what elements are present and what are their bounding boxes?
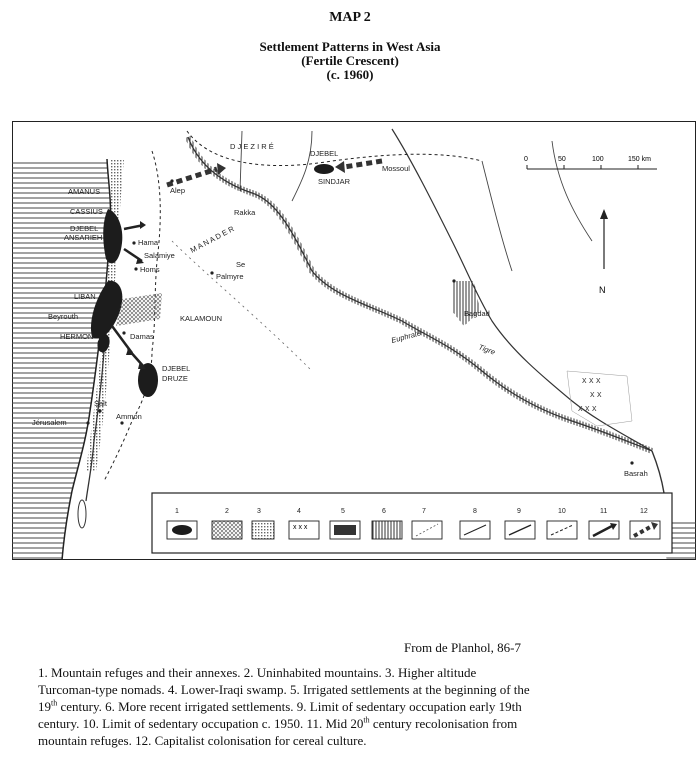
- legend-line-2: Turcoman-type nomads. 4. Lower-Iraqi swamp. 5. Irrigated settlements at the beginning of the: [38, 682, 530, 697]
- label-alep: Alep: [170, 186, 186, 195]
- label-euphrate: Euphrate: [390, 328, 422, 345]
- subtitle-line-3: (c. 1960): [326, 67, 374, 82]
- legend-line-4: [38, 715, 678, 732]
- legend-symbol-irrigated: [334, 525, 356, 535]
- label-salamiye: Salamiye: [144, 251, 175, 260]
- dead-sea: [78, 500, 86, 528]
- label-djebel-druze-2: DRUZE: [162, 374, 188, 383]
- map-frame: [12, 121, 696, 560]
- legend-num-2: 2: [225, 508, 229, 515]
- label-tigre: Tigre: [477, 342, 497, 357]
- label-mossoul: Mossoul: [382, 164, 410, 173]
- label-jerusalem: Jérusalem: [32, 418, 67, 427]
- legend-line-1: 1. Mountain refuges and their annexes. 2. Uninhabited mountains. 3. Higher altitude: [38, 665, 477, 680]
- legend-line-5: mountain refuges. 12. Capitalist colonisation for cereal culture.: [38, 733, 367, 748]
- subtitle-line-1: Settlement Patterns in West Asia: [259, 39, 441, 54]
- legend-num-7: 7: [422, 508, 426, 515]
- label-djebel-sindjar-1: DJEBEL: [310, 149, 339, 158]
- label-manader: M A N A D E R: [188, 224, 236, 255]
- label-ammon: Ammon: [116, 412, 142, 421]
- legend-19-sup: th: [51, 698, 58, 708]
- legend-num-9: 9: [517, 508, 521, 515]
- legend-20-sup: th: [363, 715, 370, 725]
- label-djebel-druze-1: DJEBEL: [162, 364, 191, 373]
- label-djebel-sindjar-2: SINDJAR: [318, 177, 351, 186]
- north-label: N: [599, 285, 606, 295]
- label-liban: LIBAN: [74, 292, 96, 301]
- legend-num-11: 11: [600, 508, 608, 515]
- legend-line-3: [38, 698, 678, 715]
- map-subtitle: [0, 40, 700, 82]
- legend-num-6: 6: [382, 508, 386, 515]
- legend-swatch-3: [252, 521, 274, 539]
- legend-line-4-start: century. 10. Limit of sedentary occupation c. 1950. 11. Mid 20: [38, 716, 364, 731]
- subtitle-line-2: (Fertile Crescent): [301, 53, 399, 68]
- source-note: From de Planhol, 86-7: [404, 640, 521, 655]
- legend-description: [38, 664, 678, 749]
- label-djebel-ansarieh-2: ANSARIEH: [64, 233, 103, 242]
- label-basrah: Basrah: [624, 469, 648, 478]
- scale-0: 0: [524, 156, 528, 163]
- label-damas: Damas: [130, 332, 154, 341]
- djebel-sindjar-refuge: [314, 164, 334, 174]
- legend-num-12: 12: [640, 508, 648, 515]
- label-palmyre: Palmyre: [216, 272, 244, 281]
- legend-swatch-6: [372, 521, 402, 539]
- legend-num-1: 1: [175, 508, 179, 515]
- legend-num-5: 5: [341, 508, 345, 515]
- legend-num-4: 4: [297, 508, 301, 515]
- label-amanus: AMANUS: [68, 187, 101, 196]
- legend-swatch-2: [212, 521, 242, 539]
- scale-150: 150 km: [628, 156, 651, 163]
- legend-line-4-rest: century recolonisation from: [369, 716, 518, 731]
- scale-100: 100: [592, 156, 604, 163]
- label-cassius: CASSIUS: [70, 207, 103, 216]
- swamp-symbols: x x x x x x x x: [578, 375, 602, 413]
- legend-symbol-swamp: x x x: [293, 524, 308, 531]
- label-bagdad: Bagdad: [464, 309, 490, 318]
- map-title: MAP 2: [329, 10, 371, 25]
- label-sn: Se: [236, 260, 246, 269]
- legend-num-10: 10: [558, 508, 566, 515]
- legend-box: [152, 493, 672, 553]
- label-hermon: HERMON: [60, 332, 94, 341]
- label-djebel-ansarieh-1: DJEBEL: [70, 224, 99, 233]
- label-kalamoun: KALAMOUN: [180, 314, 223, 323]
- legend-19-num: 19: [38, 699, 51, 714]
- scale-50: 50: [558, 156, 566, 163]
- label-beyrouth: Beyrouth: [48, 312, 79, 321]
- legend-symbol-refuge: [172, 525, 192, 535]
- label-rakka: Rakka: [234, 208, 256, 217]
- legend-line-3-rest: century. 6. More recent irrigated settlements. 9. Limit of sedentary occupation early 19th: [57, 699, 522, 714]
- label-salt: Salt: [94, 399, 107, 408]
- legend-num-8: 8: [473, 508, 477, 515]
- label-hama: Hama: [138, 238, 159, 247]
- map-svg: [12, 121, 696, 560]
- legend-num-3: 3: [257, 508, 261, 515]
- label-homs: Homs: [140, 265, 160, 274]
- label-djezire: D J E Z I R É: [230, 142, 274, 151]
